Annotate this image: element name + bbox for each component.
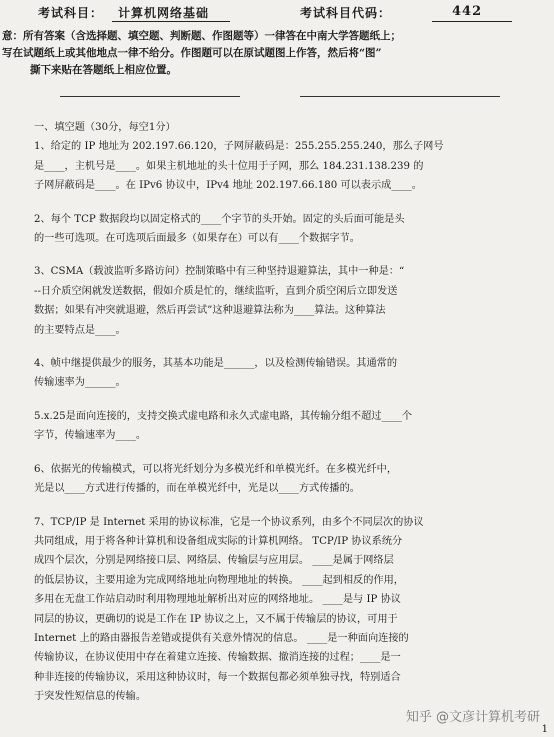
divider-right xyxy=(300,96,500,97)
code-label: 考试科目代码： xyxy=(300,6,392,20)
subject-label: 考试科目： xyxy=(38,6,104,20)
question-2-line: 的一些可选项。在可选项后面最多（如果存在）可以有____个数据字节。 xyxy=(34,233,360,245)
watermark: 知乎 @文彦计算机考研 xyxy=(405,710,540,725)
subject-underline xyxy=(112,21,230,22)
spacer xyxy=(34,499,522,513)
question-3-line: --日介质空闲就发送数据，假如介质是忙的，继续监听，直到介质空闲后立即发送 xyxy=(34,285,398,297)
question-3-line: 3、CSMA（载波监听多路访问）控制策略中有三种坚持退避算法，其中一种是：“ xyxy=(34,266,405,278)
question-7-line: 的低层协议，主要用途为完成网络地址向物理地址的转换。 ____起到相反的作用， xyxy=(34,574,404,586)
question-7-line: 成四个层次，分别是网络接口层、网络层、传输层与应用层。 ____是属于网络层 xyxy=(34,555,394,567)
spacer xyxy=(34,196,522,210)
question-3-line: 的主要特点是____。 xyxy=(34,324,126,336)
notice-line: 写在试题纸上或其他地点一律不给分。作图题可以在原试题图上作答，然后将“图” xyxy=(2,47,382,59)
spacer xyxy=(34,446,522,460)
question-7-line: 种非连接的传输协议，采用这种协议时，每一个数据包都必须单独寻找，特别适合 xyxy=(34,671,401,683)
question-2-line: 2、每个 TCP 数据段均以固定格式的____个字节的头开始。固定的头后面可能是头 xyxy=(34,213,405,225)
spacer xyxy=(34,393,522,407)
question-5-line: 5.x.25是面向连接的，支持交换式虚电路和永久式虚电路，其传输分组不超过____个 xyxy=(34,410,413,422)
question-6-line: 光是以____方式进行传播的，而在单模光纤中，光是以____方式传播的。 xyxy=(34,483,360,495)
question-7-line: 7、TCP/IP 是 Internet 采用的协议标准，它是一个协议系列，由多个不同层次的协议 xyxy=(34,516,424,528)
code-value: 442 xyxy=(452,4,483,19)
code-underline xyxy=(432,21,512,22)
page-number: 1 xyxy=(541,724,548,735)
spacer xyxy=(34,340,522,354)
question-3-line: 数据；如果有冲突就退避，然后再尝试”这种退避算法称为____算法。这种算法 xyxy=(34,305,386,317)
question-7-line: 传输协议，在协议使用中存在着建立连接、传输数据、撤消连接的过程；____是一 xyxy=(34,652,401,664)
notice-line: 意：所有答案（含选择题、填空题、判断题、作图题等）一律答在中南大学答题纸上； xyxy=(2,30,401,42)
question-7-line: 共同组成，用于将各种计算机和设备组成实际的计算机网络。 TCP/IP 协议系统分 xyxy=(34,535,403,547)
question-1-line: 是____，主机号是____。如果主机地址的头十位用于子网，那么 184.231.138.239 的 xyxy=(34,160,424,172)
question-7-line: 同层的协议，更确切的说是工作在 IP 协议之上，又不属于传输层的协议，可用于 xyxy=(34,613,398,625)
exam-body xyxy=(34,118,522,707)
question-4-line: 4、帧中继提供最少的服务，其基本功能是______，以及检测传输错误。其通常的 xyxy=(34,358,398,370)
question-7-line: Internet 上的路由器报告差错或提供有关意外情况的信息。 ____是一种面向连接的 xyxy=(34,632,409,644)
question-1-line: 1、给定的 IP 地址为 202.197.66.120，子网屏蔽码是：255.255.255.240，那么子网号 xyxy=(34,141,444,153)
question-7-line: 于突发性短信息的传输。 xyxy=(34,691,147,703)
section-title: 一、填空题（30分，每空1分） xyxy=(34,122,176,133)
notice-line: 撕下来贴在答题纸上相应位置。 xyxy=(30,64,177,76)
spacer xyxy=(34,248,522,262)
question-6-line: 6、依据光的传输模式，可以将光纤划分为多模光纤和单模光纤。在多模光纤中， xyxy=(34,463,398,475)
subject-value: 计算机网络基础 xyxy=(118,6,210,20)
question-1-line: 子网屏蔽码是____。在 IPv6 协议中，IPv4 地址 202.197.66.180 可以表示成____。 xyxy=(34,180,422,192)
question-4-line: 传输速率为______。 xyxy=(34,377,126,389)
question-5-line: 字节，传输速率为____。 xyxy=(34,430,147,442)
question-7-line: 多用在无盘工作站启动时利用物理地址解析出对应的网络地址。 ____是与 IP 协议 xyxy=(34,594,401,606)
divider-left xyxy=(60,96,240,97)
exam-notice xyxy=(2,28,550,79)
